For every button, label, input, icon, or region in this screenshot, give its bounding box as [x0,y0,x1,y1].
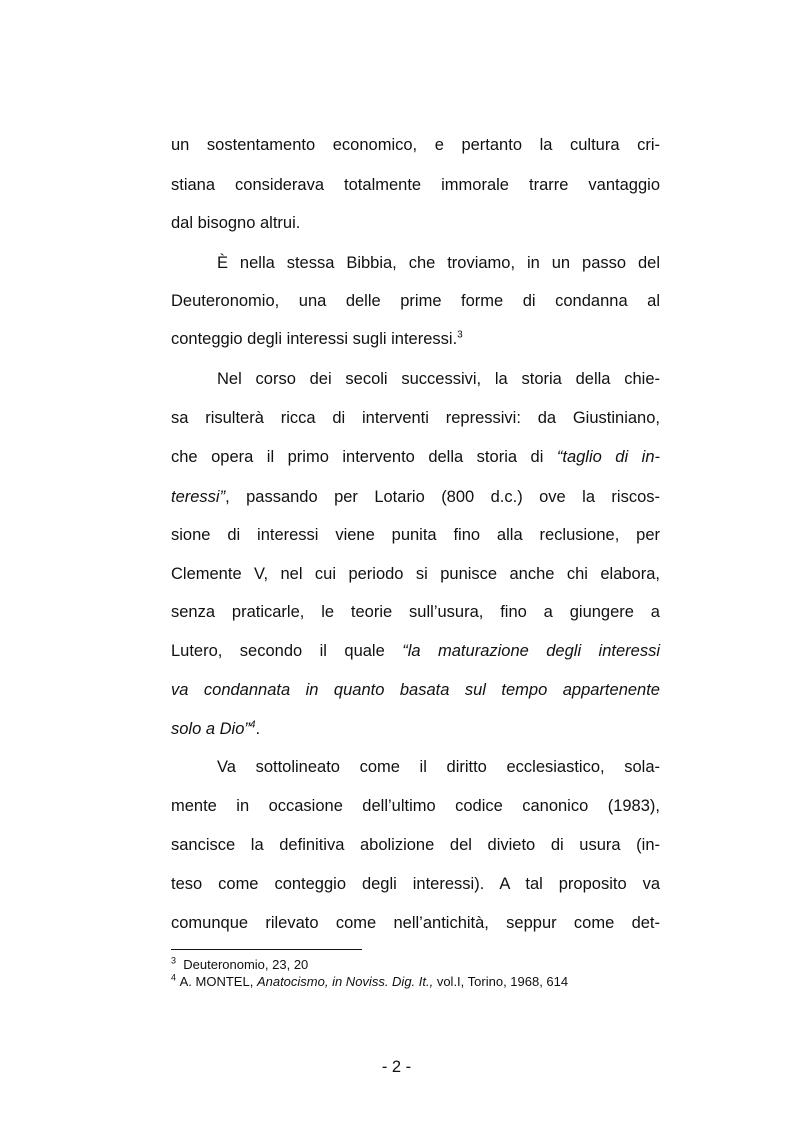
body-line: sancisce la definitiva abolizione del divieto di usura (in- [171,836,660,854]
body-line: Clemente V, nel cui periodo si punisce anche chi elabora, [171,565,660,583]
body-line [171,680,660,700]
body-line: senza praticarle, le teorie sull’usura, fino a giungere a [171,603,660,621]
body-line: sione di interessi viene punita fino alla reclusione, per [171,526,660,544]
quote-text: solo a Dio” [171,720,250,738]
footnote-author: A. MONTEL, [179,974,257,989]
body-line: sa risulterà ricca di interventi repressivi: da Giustiniano, [171,409,660,427]
body-line [171,641,660,661]
footnote-number: 3 [171,955,177,966]
footnote-3 [171,957,308,973]
body-line: comunque rilevato come nell’antichità, seppur come det- [171,914,660,932]
footnote-ref[interactable]: 3 [457,329,463,341]
quote-text: “la maturazione degli interessi [402,642,660,660]
footnote-number: 4 [171,972,177,983]
footnote-4 [171,974,568,990]
footnote-ref[interactable]: 4 [249,719,256,731]
footnote-separator [171,949,362,950]
body-line [171,329,660,349]
body-line: stiana considerava totalmente immorale trarre vantaggio [171,176,660,194]
body-line: teso come conteggio degli interessi). A tal proposito va [171,875,660,893]
quote-text: “taglio di in- [556,448,660,466]
body-line [171,487,660,507]
body-line: un sostentamento economico, e pertanto la cultura cri- [171,136,660,154]
body-text: Lutero, secondo il quale [171,642,403,660]
body-line: mente in occasione dell’ultimo codice canonico (1983), [171,797,660,815]
footnote-text: Deuteronomio, 23, 20 [183,957,309,972]
body-line: dal bisogno altrui. [171,214,301,232]
quote-text: va condannata in quanto basata sul tempo appartenente [171,681,660,699]
body-line: Nel corso dei secoli successivi, la storia della chie- [217,370,660,388]
body-text: conteggio degli interessi sugli interessi. [171,330,458,348]
footnote-title: Anatocismo, in Noviss. Dig. It., [256,974,434,989]
body-line [171,447,660,467]
body-text: . [255,720,261,738]
quote-text: teressi” [171,488,226,506]
body-text: , passando per Lotario (800 d.c.) ove la riscos- [225,488,660,506]
body-line: Deuteronomio, una delle prime forme di condanna al [171,292,660,310]
footnote-text: vol.I, Torino, 1968, 614 [433,974,569,989]
page-number: - 2 - [381,1058,412,1076]
body-line [171,719,660,739]
body-line: È nella stessa Bibbia, che troviamo, in un passo del [217,254,660,272]
body-line: Va sottolineato come il diritto ecclesiastico, sola- [217,758,660,776]
body-text: che opera il primo intervento della storia di [171,448,557,466]
